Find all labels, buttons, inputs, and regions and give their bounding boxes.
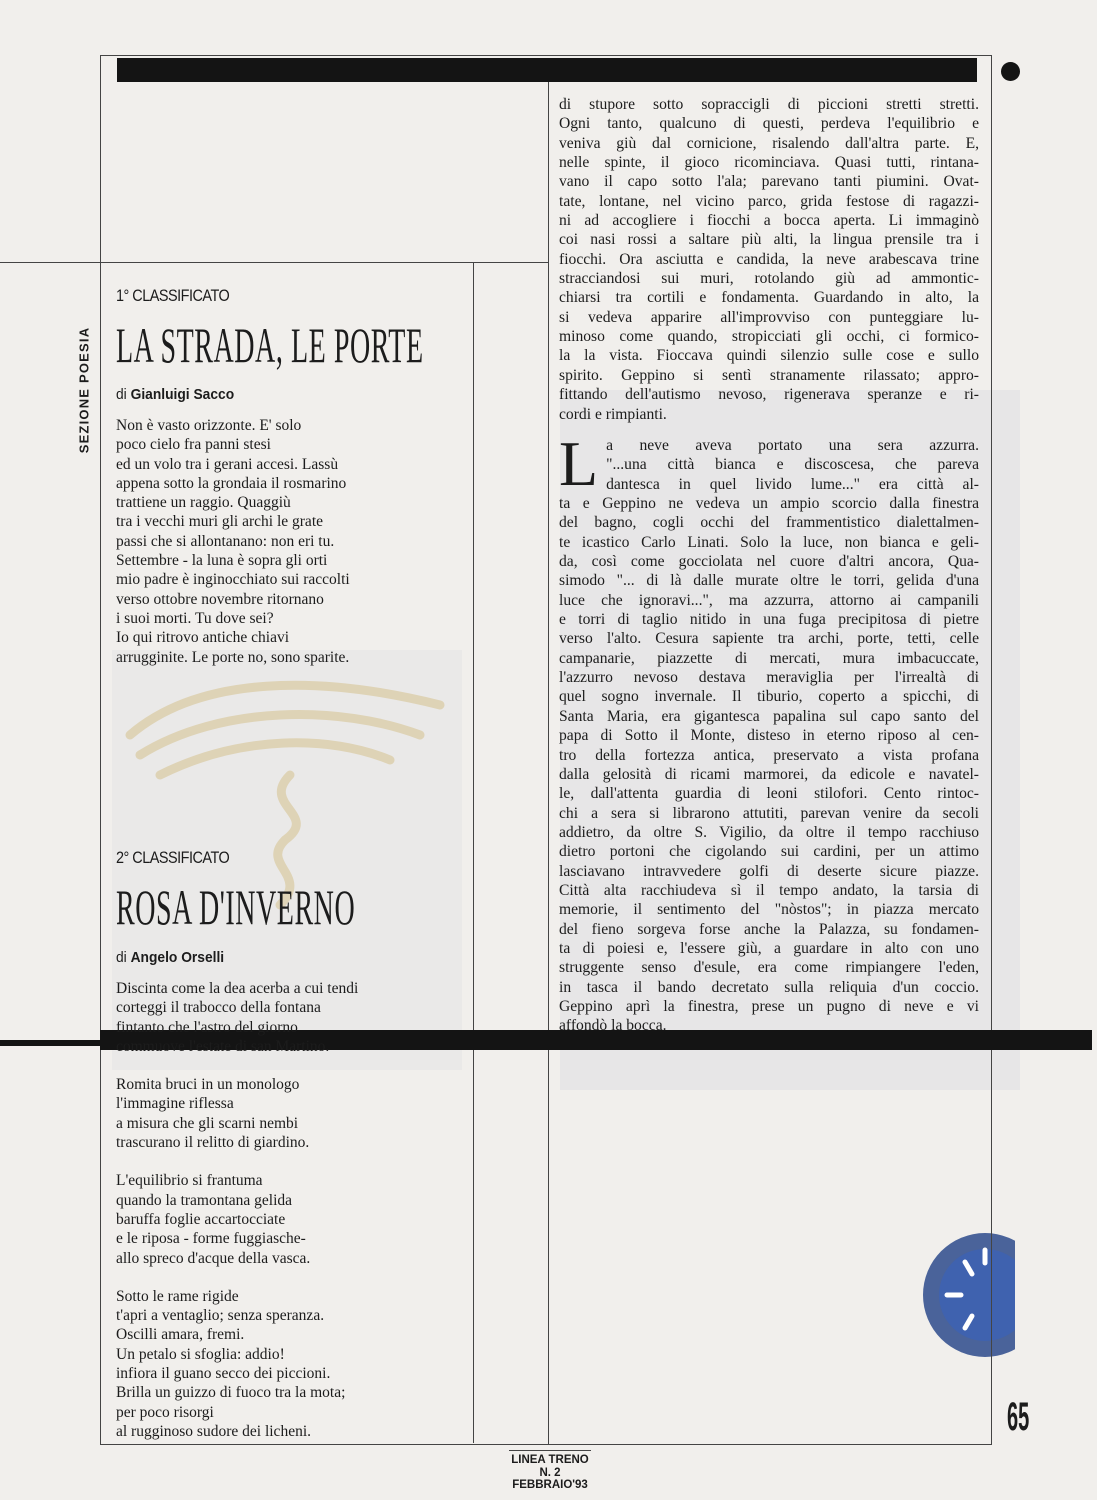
- poem-line: verso ottobre novembre ritornano: [116, 590, 324, 608]
- frame-top-line: [100, 55, 992, 56]
- prose-line: Geppino aprì la finestra, prese un pugno di neve e vi: [559, 997, 979, 1015]
- prose-paragraph-2: [559, 428, 979, 1036]
- prose-line: cordi e rimpianti.: [559, 405, 667, 423]
- poem-line: Discinta come la dea acerba a cui tendi: [116, 980, 359, 997]
- poem-2-stanza: [116, 1075, 466, 1152]
- poem-2-byline: [116, 949, 438, 966]
- poem-line: a misura che gli scarni nembi: [116, 1114, 299, 1132]
- prose-line: chi a sera si librarono attutiti, parevan venire da secoli: [559, 804, 979, 822]
- prose-line: dalla gelosità di ricami marmorei, da edicole e navatel-: [559, 765, 979, 783]
- poem-1-rank: 1° CLASSIFICATO: [116, 286, 230, 305]
- prose-line: fittando dell'autismo nevoso, rigenerava speranze e ri-: [559, 386, 979, 404]
- poem-line: commuove l'estate di san Martino.: [116, 1037, 330, 1055]
- poem-line: e le riposa - forme fuggiasche-: [116, 1230, 306, 1248]
- prose-line: a neve aveva portato una sera azzurra.: [606, 437, 979, 454]
- poem-line: Romita bruci in un monologo: [116, 1076, 300, 1094]
- prose-line: minoso come quando, stropicciati gli occhi, ci formico-: [559, 328, 979, 346]
- prose-line: addietro, da oltre S. Vigilio, da oltre il tempo racchiuso: [559, 823, 979, 841]
- poem-2-author-prefix: di: [116, 949, 127, 966]
- frame-right-line: [991, 55, 992, 1445]
- prose-line: chiarsi tra cortili e fondamenta. Guardando in alto, la: [559, 289, 979, 307]
- prose-line: "...una città bianca e discoscesa, che pareva: [606, 456, 979, 474]
- poem-2-rank: 2° CLASSIFICATO: [116, 848, 230, 867]
- prose-line: quel sogno invernale. Il tiburio, coperto a spicchi, di: [559, 688, 979, 706]
- decorative-clock-graphic: [905, 1200, 1015, 1360]
- prose-line: tro della fortezza antica, preservato a vista profana: [559, 746, 979, 764]
- prose-line: coi nasi rossi a saltare più alti, la lingua prensile tra i: [559, 231, 979, 249]
- prose-line: le, dall'attenta guardia di leoni stilofori. Cento rintoc-: [559, 785, 979, 803]
- frame-inner-line: [473, 263, 474, 1443]
- poem-line: L'equilibrio si frantuma: [116, 1172, 263, 1190]
- poem-line: Non è vasto orizzonte. E' solo: [116, 417, 302, 434]
- prose-line: ni ad accogliere i fiocchi a bocca aperta. Li immaginò: [559, 212, 979, 230]
- prose-line: spirito. Geppino si sentì stranamente rilassato; appro-: [559, 366, 979, 384]
- poem-1-title: LA STRADA, LE PORTE: [116, 317, 424, 373]
- prose-line: in tasca il bando decretato sulla reliquia d'un coccio.: [559, 978, 979, 996]
- poem-line: Brilla un guizzo di fuoco tra la mota;: [116, 1384, 346, 1402]
- header-dot: [1001, 62, 1020, 81]
- footer: [500, 1454, 600, 1492]
- poem-line: t'apri a ventaglio; senza speranza.: [116, 1307, 325, 1325]
- prose-line: ta e Geppino ne vedeva un ampio scorcio dalla finestra: [559, 495, 979, 513]
- poem-2-author: Angelo Orselli: [130, 949, 225, 966]
- poem-line: per poco risorgi: [116, 1403, 214, 1421]
- poem-line: Oscilli amara, fremi.: [116, 1326, 245, 1344]
- prose-line: stracciandosi sui muri, rotolando giù ad ammontic-: [559, 270, 979, 288]
- poem-2-stanza: [116, 1171, 466, 1267]
- poem-line: Un petalo si sfoglia: addio!: [116, 1345, 285, 1363]
- poem-line: ed un volo tra i gerani accesi. Lassù: [116, 455, 339, 473]
- footer-date: FEBBRAIO'93: [512, 1479, 588, 1491]
- prose-line: dantesca in quel livido lume..." era città al-: [606, 475, 979, 493]
- prose-opening: [559, 428, 979, 499]
- prose-line: fiocchi. Ora asciutta e candida, la neve arabescava trine: [559, 250, 979, 268]
- prose-line: da, così come gocciolata nel cuore d'altri ancora, Qua-: [559, 553, 979, 571]
- poem-1-byline: [116, 386, 438, 403]
- divider-bar-left: [0, 1040, 110, 1046]
- prose-line: papa di Sotto il Monte, disteso in eterno riposo al cen-: [559, 727, 979, 745]
- poem-1-author-prefix: di: [116, 386, 127, 403]
- footer-divider: [509, 1450, 591, 1451]
- poem-2-stanza: [116, 1287, 466, 1441]
- poem-line: i suoi morti. Tu dove sei?: [116, 609, 274, 627]
- prose-paragraph-1: [559, 95, 979, 424]
- prose-line: luce che ignoravi...", ma azzurra, attorno ai campanili: [559, 591, 979, 609]
- poem-line: Sotto le rame rigide: [116, 1287, 239, 1305]
- prose-line: l'azzurro nevoso destava meraviglia per l'irrealtà di: [559, 669, 979, 687]
- prose-line: Ogni tanto, qualcuno di questi, perdeva l'equilibrio e: [559, 115, 979, 133]
- poem-line: quando la tramontana gelida: [116, 1191, 293, 1209]
- prose-line: dietro portoni che cigolando sui cardini, per un attimo: [559, 843, 979, 861]
- footer-magazine: LINEA TRENO: [511, 1454, 589, 1466]
- poem-2-body: [116, 979, 466, 1441]
- prose-line: di stupore sotto sopraccigli di piccioni stretti stretti.: [559, 96, 979, 113]
- prose-line: Santa Maria, era gigantesca papalina sul capo santo del: [559, 707, 979, 725]
- prose-line: memorie, il sentimento del "nòstos"; in piazza mercato: [559, 901, 979, 919]
- prose-line: tate, lontane, nel vicino parco, grida festose di ragazzi-: [559, 192, 979, 210]
- prose-line: veniva giù dal cornicione, risalendo dall'altra parte. E,: [559, 134, 979, 152]
- poem-1-body: [116, 416, 466, 667]
- poem-2-title: ROSA D'INVERNO: [116, 879, 356, 935]
- poem-line: passi che si allontanano: non eri tu.: [116, 532, 335, 550]
- poem-line: trascurano il relitto di giardino.: [116, 1134, 310, 1152]
- poem-line: tra i vecchi muri gli archi le grate: [116, 513, 324, 531]
- prose-line: lasciavano intravvedere golfi di deserte sicure piazze.: [559, 862, 979, 880]
- poem-2: [116, 848, 466, 1460]
- section-label: SEZIONE POESIA: [76, 326, 92, 454]
- prose-line: Città alta racchiudeva sì il tempo andato, la tarsia di: [559, 881, 979, 899]
- prose-line: te icastico Carlo Linati. Solo la luce, non bianca e geli-: [559, 533, 979, 551]
- frame-center-line: [548, 82, 549, 1445]
- poem-line: appena sotto la grondaia il rosmarino: [116, 474, 347, 492]
- prose-line: struggente senso d'esule, era come rimpiangere l'eden,: [559, 959, 979, 977]
- poem-1: [116, 286, 466, 686]
- prose-line: verso l'alto. Cesura sapiente tra archi, porte, tetti, celle: [559, 630, 979, 648]
- poem-line: al rugginoso sudore dei licheni.: [116, 1422, 311, 1440]
- poem-line: l'immagine riflessa: [116, 1095, 234, 1113]
- poem-line: Io qui ritrovo antiche chiavi: [116, 629, 290, 647]
- frame-left-line: [100, 55, 101, 1445]
- frame-mid-line: [0, 262, 549, 263]
- poem-line: corteggi il trabocco della fontana: [116, 999, 321, 1017]
- poem-line: baruffa foglie accartocciate: [116, 1210, 286, 1228]
- drop-cap: L: [559, 428, 599, 499]
- prose-line: simodo "... di là dalle murate oltre le torri, gelida d'una: [559, 572, 979, 590]
- prose-line: nelle spinte, il gioco ricominciava. Quasi tutti, rintana-: [559, 154, 979, 172]
- prose-line: ta di poiesi e, l'essere giù, a guardare in alto con uno: [559, 939, 979, 957]
- prose-line: affondò la bocca.: [559, 1017, 667, 1035]
- prose-line: si vedeva apparire all'improvviso con punteggiare lu-: [559, 308, 979, 326]
- poem-1-author: Gianluigi Sacco: [130, 386, 235, 403]
- poem-line: fintanto che l'astro del giorno: [116, 1018, 298, 1036]
- poem-line: Settembre - la luna è sopra gli orti: [116, 552, 328, 570]
- poem-line: allo spreco d'acque della vasca.: [116, 1249, 311, 1267]
- prose-line: vano il capo sotto l'ala; parevano tanti piumini. Ovat-: [559, 173, 979, 191]
- poem-line: mio padre è inginocchiato sui raccolti: [116, 571, 350, 589]
- poem-line: arrugginite. Le porte no, sono sparite.: [116, 648, 350, 666]
- poem-line: trattiene un raggio. Quaggiù: [116, 494, 291, 512]
- footer-issue: N. 2: [539, 1466, 561, 1479]
- prose-line: e torri di taglio nitido in una fuga precipitosa di pietre: [559, 611, 979, 629]
- poem-2-stanza: [116, 979, 466, 1056]
- prose-line: campanarie, piazzette di mercati, mura imbacuccate,: [559, 649, 979, 667]
- page-number: 65: [1007, 1395, 1030, 1439]
- poem-line: infiora il guano secco dei piccioni.: [116, 1365, 331, 1383]
- prose-line: la la vista. Fioccava quindi silenzio sulle cose e sullo: [559, 347, 979, 365]
- prose-line: del fieno sorgeva forse anche la Palazza, su fondamen-: [559, 920, 979, 938]
- prose-line: del bagno, cogli occhi del frammentistico dialettalmen-: [559, 514, 979, 532]
- header-bar: [117, 58, 977, 82]
- poem-1-stanza: [116, 416, 466, 667]
- poem-line: poco cielo fra panni stesi: [116, 436, 271, 454]
